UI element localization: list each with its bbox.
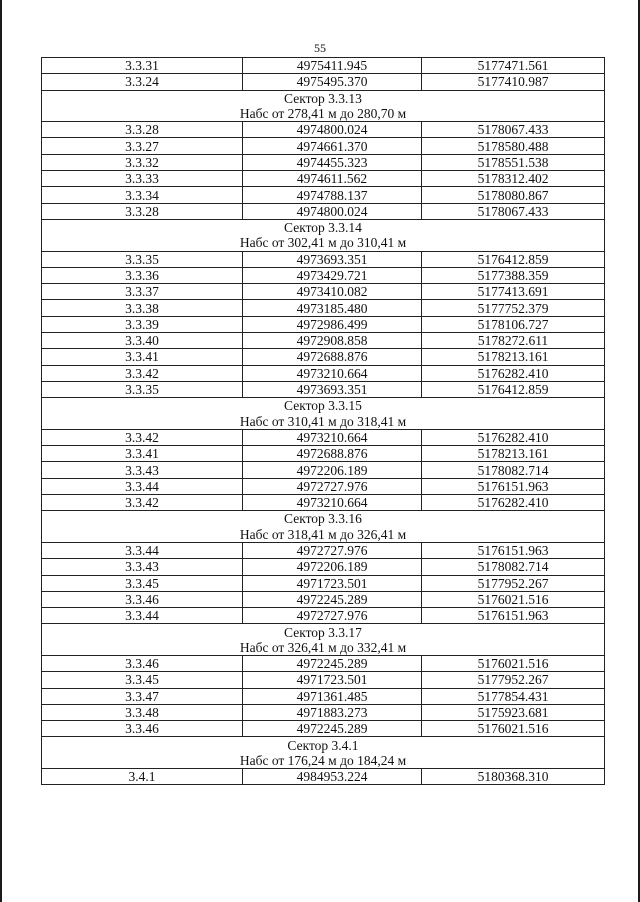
table-row <box>42 608 605 624</box>
y-coordinate-cell: 5177388.359 <box>422 267 605 283</box>
scan-edge-left <box>0 0 2 902</box>
y-coordinate-cell: 5176412.859 <box>422 251 605 267</box>
x-coordinate-cell: 4973185.480 <box>243 300 422 316</box>
table-row <box>42 284 605 300</box>
table-row <box>42 704 605 720</box>
point-number-cell: 3.3.42 <box>42 365 243 381</box>
y-coordinate-cell: 5176021.516 <box>422 721 605 737</box>
sector-range-row <box>42 753 605 769</box>
x-coordinate-cell: 4974611.562 <box>243 171 422 187</box>
sector-title-row <box>42 624 605 640</box>
table-row <box>42 591 605 607</box>
table-row <box>42 446 605 462</box>
sector-range-row <box>42 527 605 543</box>
point-number-cell: 3.3.33 <box>42 171 243 187</box>
x-coordinate-cell: 4974661.370 <box>243 138 422 154</box>
x-coordinate-cell: 4984953.224 <box>243 769 422 785</box>
x-coordinate-cell: 4972688.876 <box>243 349 422 365</box>
x-coordinate-cell: 4971723.501 <box>243 672 422 688</box>
point-number-cell: 3.3.44 <box>42 608 243 624</box>
x-coordinate-cell: 4974800.024 <box>243 122 422 138</box>
point-number-cell: 3.3.43 <box>42 559 243 575</box>
table-row <box>42 688 605 704</box>
point-number-cell: 3.3.39 <box>42 316 243 332</box>
point-number-cell: 3.3.35 <box>42 251 243 267</box>
table-row <box>42 251 605 267</box>
x-coordinate-cell: 4972206.189 <box>243 462 422 478</box>
point-number-cell: 3.3.24 <box>42 74 243 90</box>
sector-title-row <box>42 398 605 414</box>
point-number-cell: 3.3.45 <box>42 672 243 688</box>
table-row <box>42 381 605 397</box>
table-row <box>42 316 605 332</box>
sector-height-range: Набс от 318,41 м до 326,41 м <box>42 527 605 543</box>
y-coordinate-cell: 5178080.867 <box>422 187 605 203</box>
table-row <box>42 769 605 785</box>
x-coordinate-cell: 4972986.499 <box>243 316 422 332</box>
sector-height-range: Набс от 278,41 м до 280,70 м <box>42 106 605 122</box>
point-number-cell: 3.3.36 <box>42 267 243 283</box>
table-row <box>42 203 605 219</box>
table-row <box>42 122 605 138</box>
sector-range-row <box>42 414 605 430</box>
sector-height-range: Набс от 310,41 м до 318,41 м <box>42 414 605 430</box>
point-number-cell: 3.3.35 <box>42 381 243 397</box>
coordinates-table-body <box>42 58 605 785</box>
sector-title: Сектор 3.3.13 <box>42 90 605 106</box>
y-coordinate-cell: 5178272.611 <box>422 333 605 349</box>
y-coordinate-cell: 5178213.161 <box>422 349 605 365</box>
table-row <box>42 462 605 478</box>
y-coordinate-cell: 5178580.488 <box>422 138 605 154</box>
y-coordinate-cell: 5177752.379 <box>422 300 605 316</box>
y-coordinate-cell: 5176151.963 <box>422 542 605 558</box>
x-coordinate-cell: 4972245.289 <box>243 655 422 671</box>
y-coordinate-cell: 5176151.963 <box>422 478 605 494</box>
x-coordinate-cell: 4972206.189 <box>243 559 422 575</box>
sector-title: Сектор 3.3.15 <box>42 398 605 414</box>
table-row <box>42 575 605 591</box>
y-coordinate-cell: 5178082.714 <box>422 559 605 575</box>
y-coordinate-cell: 5178551.538 <box>422 154 605 170</box>
table-row <box>42 267 605 283</box>
x-coordinate-cell: 4972727.976 <box>243 608 422 624</box>
y-coordinate-cell: 5177410.987 <box>422 74 605 90</box>
x-coordinate-cell: 4973429.721 <box>243 267 422 283</box>
point-number-cell: 3.3.44 <box>42 478 243 494</box>
x-coordinate-cell: 4973210.664 <box>243 495 422 511</box>
y-coordinate-cell: 5178213.161 <box>422 446 605 462</box>
sector-title: Сектор 3.3.17 <box>42 624 605 640</box>
y-coordinate-cell: 5178312.402 <box>422 171 605 187</box>
x-coordinate-cell: 4974800.024 <box>243 203 422 219</box>
x-coordinate-cell: 4974455.323 <box>243 154 422 170</box>
sector-title-row <box>42 219 605 235</box>
page-number: 55 <box>314 41 326 55</box>
point-number-cell: 3.3.46 <box>42 591 243 607</box>
y-coordinate-cell: 5176021.516 <box>422 655 605 671</box>
table-row <box>42 478 605 494</box>
y-coordinate-cell: 5177471.561 <box>422 58 605 74</box>
y-coordinate-cell: 5176282.410 <box>422 429 605 445</box>
y-coordinate-cell: 5177952.267 <box>422 672 605 688</box>
table-row <box>42 187 605 203</box>
x-coordinate-cell: 4972245.289 <box>243 721 422 737</box>
table-row <box>42 429 605 445</box>
sector-title-row <box>42 90 605 106</box>
y-coordinate-cell: 5178082.714 <box>422 462 605 478</box>
y-coordinate-cell: 5176412.859 <box>422 381 605 397</box>
point-number-cell: 3.3.46 <box>42 655 243 671</box>
x-coordinate-cell: 4972727.976 <box>243 478 422 494</box>
point-number-cell: 3.3.32 <box>42 154 243 170</box>
x-coordinate-cell: 4972245.289 <box>243 591 422 607</box>
point-number-cell: 3.3.43 <box>42 462 243 478</box>
point-number-cell: 3.3.31 <box>42 58 243 74</box>
table-row <box>42 171 605 187</box>
table-row <box>42 559 605 575</box>
table-row <box>42 655 605 671</box>
x-coordinate-cell: 4973693.351 <box>243 381 422 397</box>
sector-title-row <box>42 511 605 527</box>
x-coordinate-cell: 4972908.858 <box>243 333 422 349</box>
y-coordinate-cell: 5176021.516 <box>422 591 605 607</box>
x-coordinate-cell: 4971723.501 <box>243 575 422 591</box>
point-number-cell: 3.3.40 <box>42 333 243 349</box>
sector-range-row <box>42 235 605 251</box>
y-coordinate-cell: 5175923.681 <box>422 704 605 720</box>
table-row <box>42 365 605 381</box>
sector-title: Сектор 3.4.1 <box>42 737 605 753</box>
table-row <box>42 721 605 737</box>
point-number-cell: 3.3.41 <box>42 446 243 462</box>
y-coordinate-cell: 5177413.691 <box>422 284 605 300</box>
table-row <box>42 333 605 349</box>
table-row <box>42 74 605 90</box>
point-number-cell: 3.3.47 <box>42 688 243 704</box>
table-row <box>42 154 605 170</box>
coordinates-table <box>41 57 605 785</box>
sector-height-range: Набс от 302,41 м до 310,41 м <box>42 235 605 251</box>
y-coordinate-cell: 5180368.310 <box>422 769 605 785</box>
point-number-cell: 3.3.44 <box>42 542 243 558</box>
point-number-cell: 3.3.34 <box>42 187 243 203</box>
x-coordinate-cell: 4973210.664 <box>243 429 422 445</box>
y-coordinate-cell: 5178067.433 <box>422 203 605 219</box>
table-row <box>42 138 605 154</box>
x-coordinate-cell: 4973410.082 <box>243 284 422 300</box>
sector-title: Сектор 3.3.14 <box>42 219 605 235</box>
point-number-cell: 3.3.28 <box>42 203 243 219</box>
table-row <box>42 300 605 316</box>
y-coordinate-cell: 5178067.433 <box>422 122 605 138</box>
x-coordinate-cell: 4972727.976 <box>243 542 422 558</box>
y-coordinate-cell: 5178106.727 <box>422 316 605 332</box>
x-coordinate-cell: 4973210.664 <box>243 365 422 381</box>
table-row <box>42 349 605 365</box>
x-coordinate-cell: 4975411.945 <box>243 58 422 74</box>
sector-range-row <box>42 106 605 122</box>
x-coordinate-cell: 4971883.273 <box>243 704 422 720</box>
y-coordinate-cell: 5176282.410 <box>422 495 605 511</box>
point-number-cell: 3.3.41 <box>42 349 243 365</box>
y-coordinate-cell: 5177854.431 <box>422 688 605 704</box>
point-number-cell: 3.3.42 <box>42 495 243 511</box>
point-number-cell: 3.3.48 <box>42 704 243 720</box>
x-coordinate-cell: 4974788.137 <box>243 187 422 203</box>
x-coordinate-cell: 4973693.351 <box>243 251 422 267</box>
table-row <box>42 672 605 688</box>
y-coordinate-cell: 5176151.963 <box>422 608 605 624</box>
x-coordinate-cell: 4975495.370 <box>243 74 422 90</box>
y-coordinate-cell: 5177952.267 <box>422 575 605 591</box>
point-number-cell: 3.3.28 <box>42 122 243 138</box>
x-coordinate-cell: 4972688.876 <box>243 446 422 462</box>
sector-title-row <box>42 737 605 753</box>
point-number-cell: 3.3.37 <box>42 284 243 300</box>
point-number-cell: 3.3.38 <box>42 300 243 316</box>
x-coordinate-cell: 4971361.485 <box>243 688 422 704</box>
point-number-cell: 3.3.42 <box>42 429 243 445</box>
y-coordinate-cell: 5176282.410 <box>422 365 605 381</box>
table-row <box>42 495 605 511</box>
point-number-cell: 3.3.45 <box>42 575 243 591</box>
point-number-cell: 3.4.1 <box>42 769 243 785</box>
sector-height-range: Набс от 326,41 м до 332,41 м <box>42 640 605 656</box>
sector-height-range: Набс от 176,24 м до 184,24 м <box>42 753 605 769</box>
sector-title: Сектор 3.3.16 <box>42 511 605 527</box>
point-number-cell: 3.3.46 <box>42 721 243 737</box>
sector-range-row <box>42 640 605 656</box>
table-row <box>42 542 605 558</box>
table-row <box>42 58 605 74</box>
point-number-cell: 3.3.27 <box>42 138 243 154</box>
